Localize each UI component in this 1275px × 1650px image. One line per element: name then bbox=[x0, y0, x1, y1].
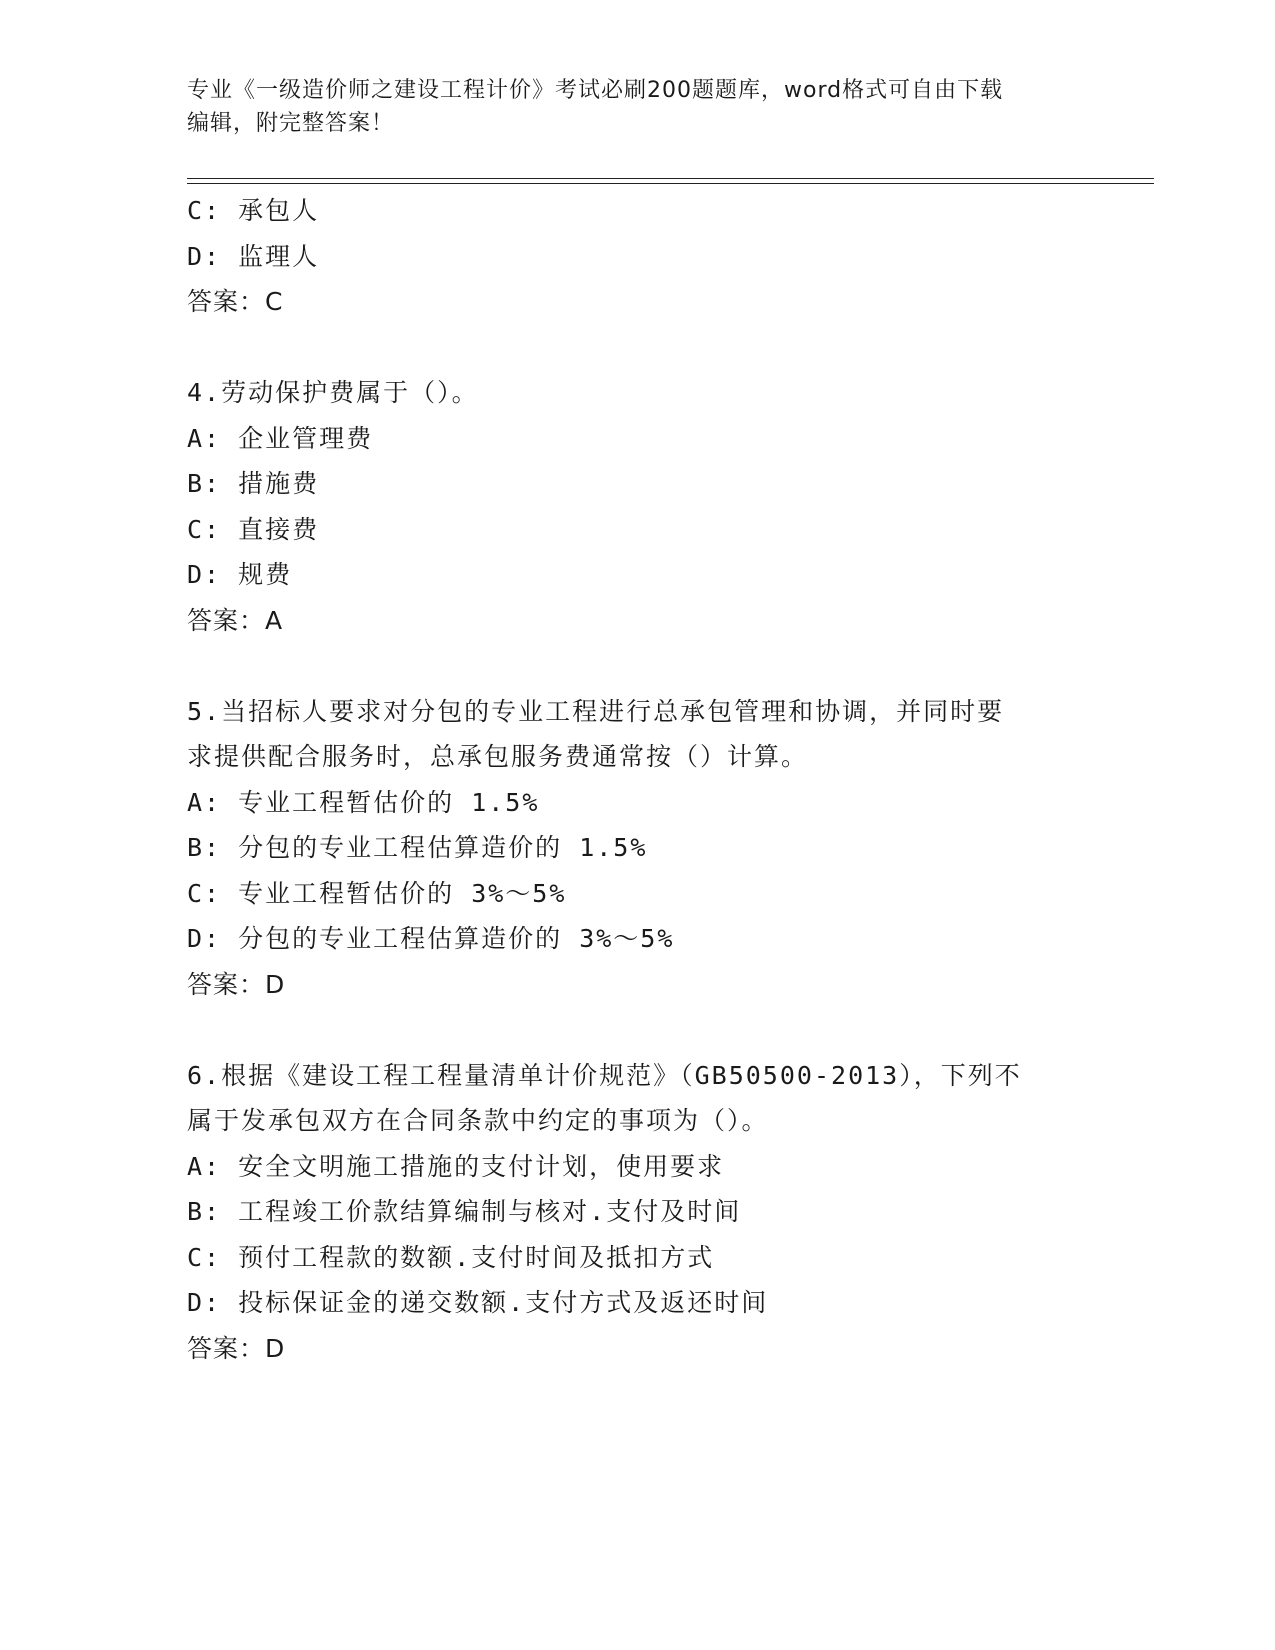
header-divider-bottom bbox=[187, 183, 1154, 184]
option-d: D: 监理人 bbox=[187, 241, 320, 271]
answer-line: 答案：A bbox=[187, 605, 284, 635]
option-c: C: 承包人 bbox=[187, 196, 320, 225]
answer-line: 答案：D bbox=[187, 1333, 286, 1363]
question-6 bbox=[187, 1053, 1087, 1372]
spacer bbox=[187, 1007, 1087, 1053]
question-5 bbox=[187, 689, 1087, 1008]
option-b: B: 分包的专业工程估算造价的 1.5% bbox=[187, 833, 648, 862]
option-a: A: 安全文明施工措施的支付计划，使用要求 bbox=[187, 1151, 725, 1181]
header-title-line-2: 编辑，附完整答案！ bbox=[187, 111, 395, 136]
question-list bbox=[187, 188, 1087, 1371]
option-d: D: 规费 bbox=[187, 560, 293, 589]
option-b: B: 措施费 bbox=[187, 469, 320, 498]
page-header bbox=[187, 74, 1087, 140]
question-3 bbox=[187, 188, 1087, 325]
option-c: C: 预付工程款的数额.支付时间及抵扣方式 bbox=[187, 1242, 715, 1272]
spacer bbox=[187, 643, 1087, 689]
header-divider-top bbox=[187, 178, 1154, 179]
question-4 bbox=[187, 370, 1087, 643]
header-title-line-1: 专业《一级造价师之建设工程计价》考试必刷200题题库，word格式可自由下载 bbox=[187, 78, 1004, 103]
option-b: B: 工程竣工价款结算编制与核对.支付及时间 bbox=[187, 1197, 742, 1226]
option-c: C: 直接费 bbox=[187, 514, 320, 544]
option-c: C: 专业工程暂估价的 3%～5% bbox=[187, 878, 567, 908]
answer-line: 答案：C bbox=[187, 287, 284, 316]
question-stem: 5.当招标人要求对分包的专业工程进行总承包管理和协调，并同时要 bbox=[187, 696, 1005, 726]
option-d: D: 投标保证金的递交数额.支付方式及返还时间 bbox=[187, 1288, 769, 1317]
option-d: D: 分包的专业工程估算造价的 3%～5% bbox=[187, 924, 675, 953]
answer-line: 答案：D bbox=[187, 969, 286, 999]
question-stem: 4.劳动保护费属于（）。 bbox=[187, 378, 479, 407]
question-stem: 6.根据《建设工程工程量清单计价规范》（GB50500-2013），下列不 bbox=[187, 1060, 1022, 1090]
option-a: A: 企业管理费 bbox=[187, 423, 374, 453]
option-a: A: 专业工程暂估价的 1.5% bbox=[187, 787, 540, 817]
question-stem-continued: 求提供配合服务时，总承包服务费通常按（）计算。 bbox=[187, 742, 809, 771]
spacer bbox=[187, 325, 1087, 371]
question-stem-continued: 属于发承包双方在合同条款中约定的事项为（）。 bbox=[187, 1106, 769, 1135]
